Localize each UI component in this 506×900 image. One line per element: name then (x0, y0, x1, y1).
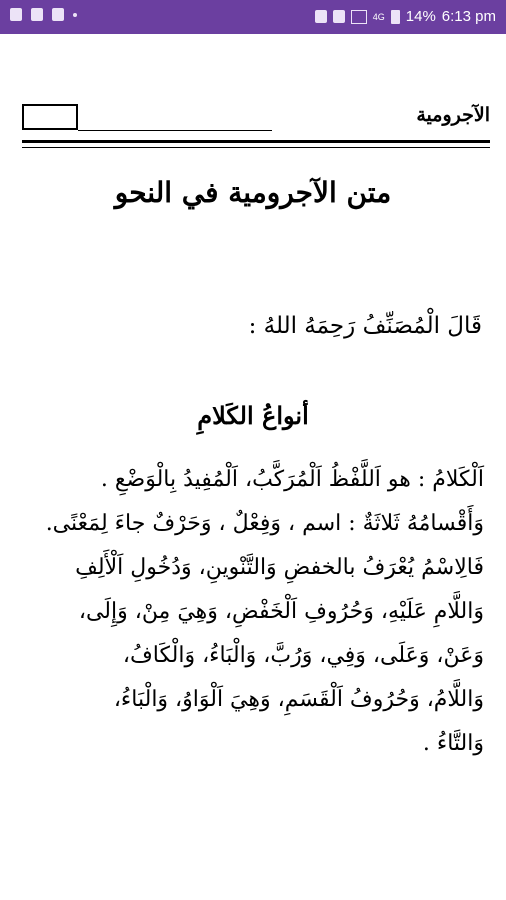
body-text (14, 458, 484, 766)
status-bar (0, 0, 506, 34)
notification-icon (10, 8, 22, 21)
clock: 6:13 pm (441, 8, 496, 25)
sim-icon (333, 10, 345, 23)
document-icon (52, 8, 64, 21)
body-line: وَعَنْ، وَعَلَى، وَفِي، وَرُبَّ، وَالْبَاءُ، وَالْكَافُ، (122, 643, 484, 668)
bookmark-icon (31, 8, 43, 21)
body-line: اَلْكَلامُ : هو اَللَّفْظُ اَلْمُرَكَّبُ، اَلْمُفِيدُ بِالْوَضْعِ . (100, 467, 484, 492)
battery-icon (391, 10, 400, 24)
network-type: 4G (372, 11, 385, 22)
author-line: قَالَ الْمُصَنِّفُ رَحِمَهُ اللهُ : (248, 313, 482, 339)
body-line: فَالِاسْمُ يُعْرَفُ بالخفضِ وَالتَّنْوينِ، وَدُخُولِ اَلْأَلِفِ (75, 555, 484, 580)
dot-icon (73, 13, 77, 17)
body-line: وَأَقْسامُهُ ثَلاثَةٌ : اسم ، وَفِعْلٌ ، وَحَرْفٌ جاءَ لِمَعْنًى. (45, 511, 484, 536)
notification-icons (10, 8, 77, 21)
page-number-box (22, 104, 78, 130)
running-header (22, 104, 490, 138)
alarm-icon (315, 10, 327, 23)
document-title: متن الآجرومية في النحو (114, 176, 392, 209)
battery-level: 14% (405, 8, 436, 25)
running-header-title: الآجرومية (416, 104, 490, 126)
body-line: وَاللَّامِ عَلَيْهِ، وَحُرُوفِ اَلْخَفْضِ، وَهِيَ مِنْ، وَإِلَى، (78, 599, 484, 624)
body-line: وَاللَّامُ، وَحُرُوفُ اَلْقَسَمِ، وَهِيَ اَلْوَاوُ، وَالْبَاءُ، (113, 687, 484, 712)
body-line: وَالتَّاءُ . (422, 731, 484, 756)
signal-icon (351, 10, 367, 24)
section-heading: أنواعُ الكَلامِ (197, 401, 309, 430)
header-underline (78, 130, 272, 131)
system-icons (315, 8, 496, 25)
header-rule (22, 140, 490, 148)
